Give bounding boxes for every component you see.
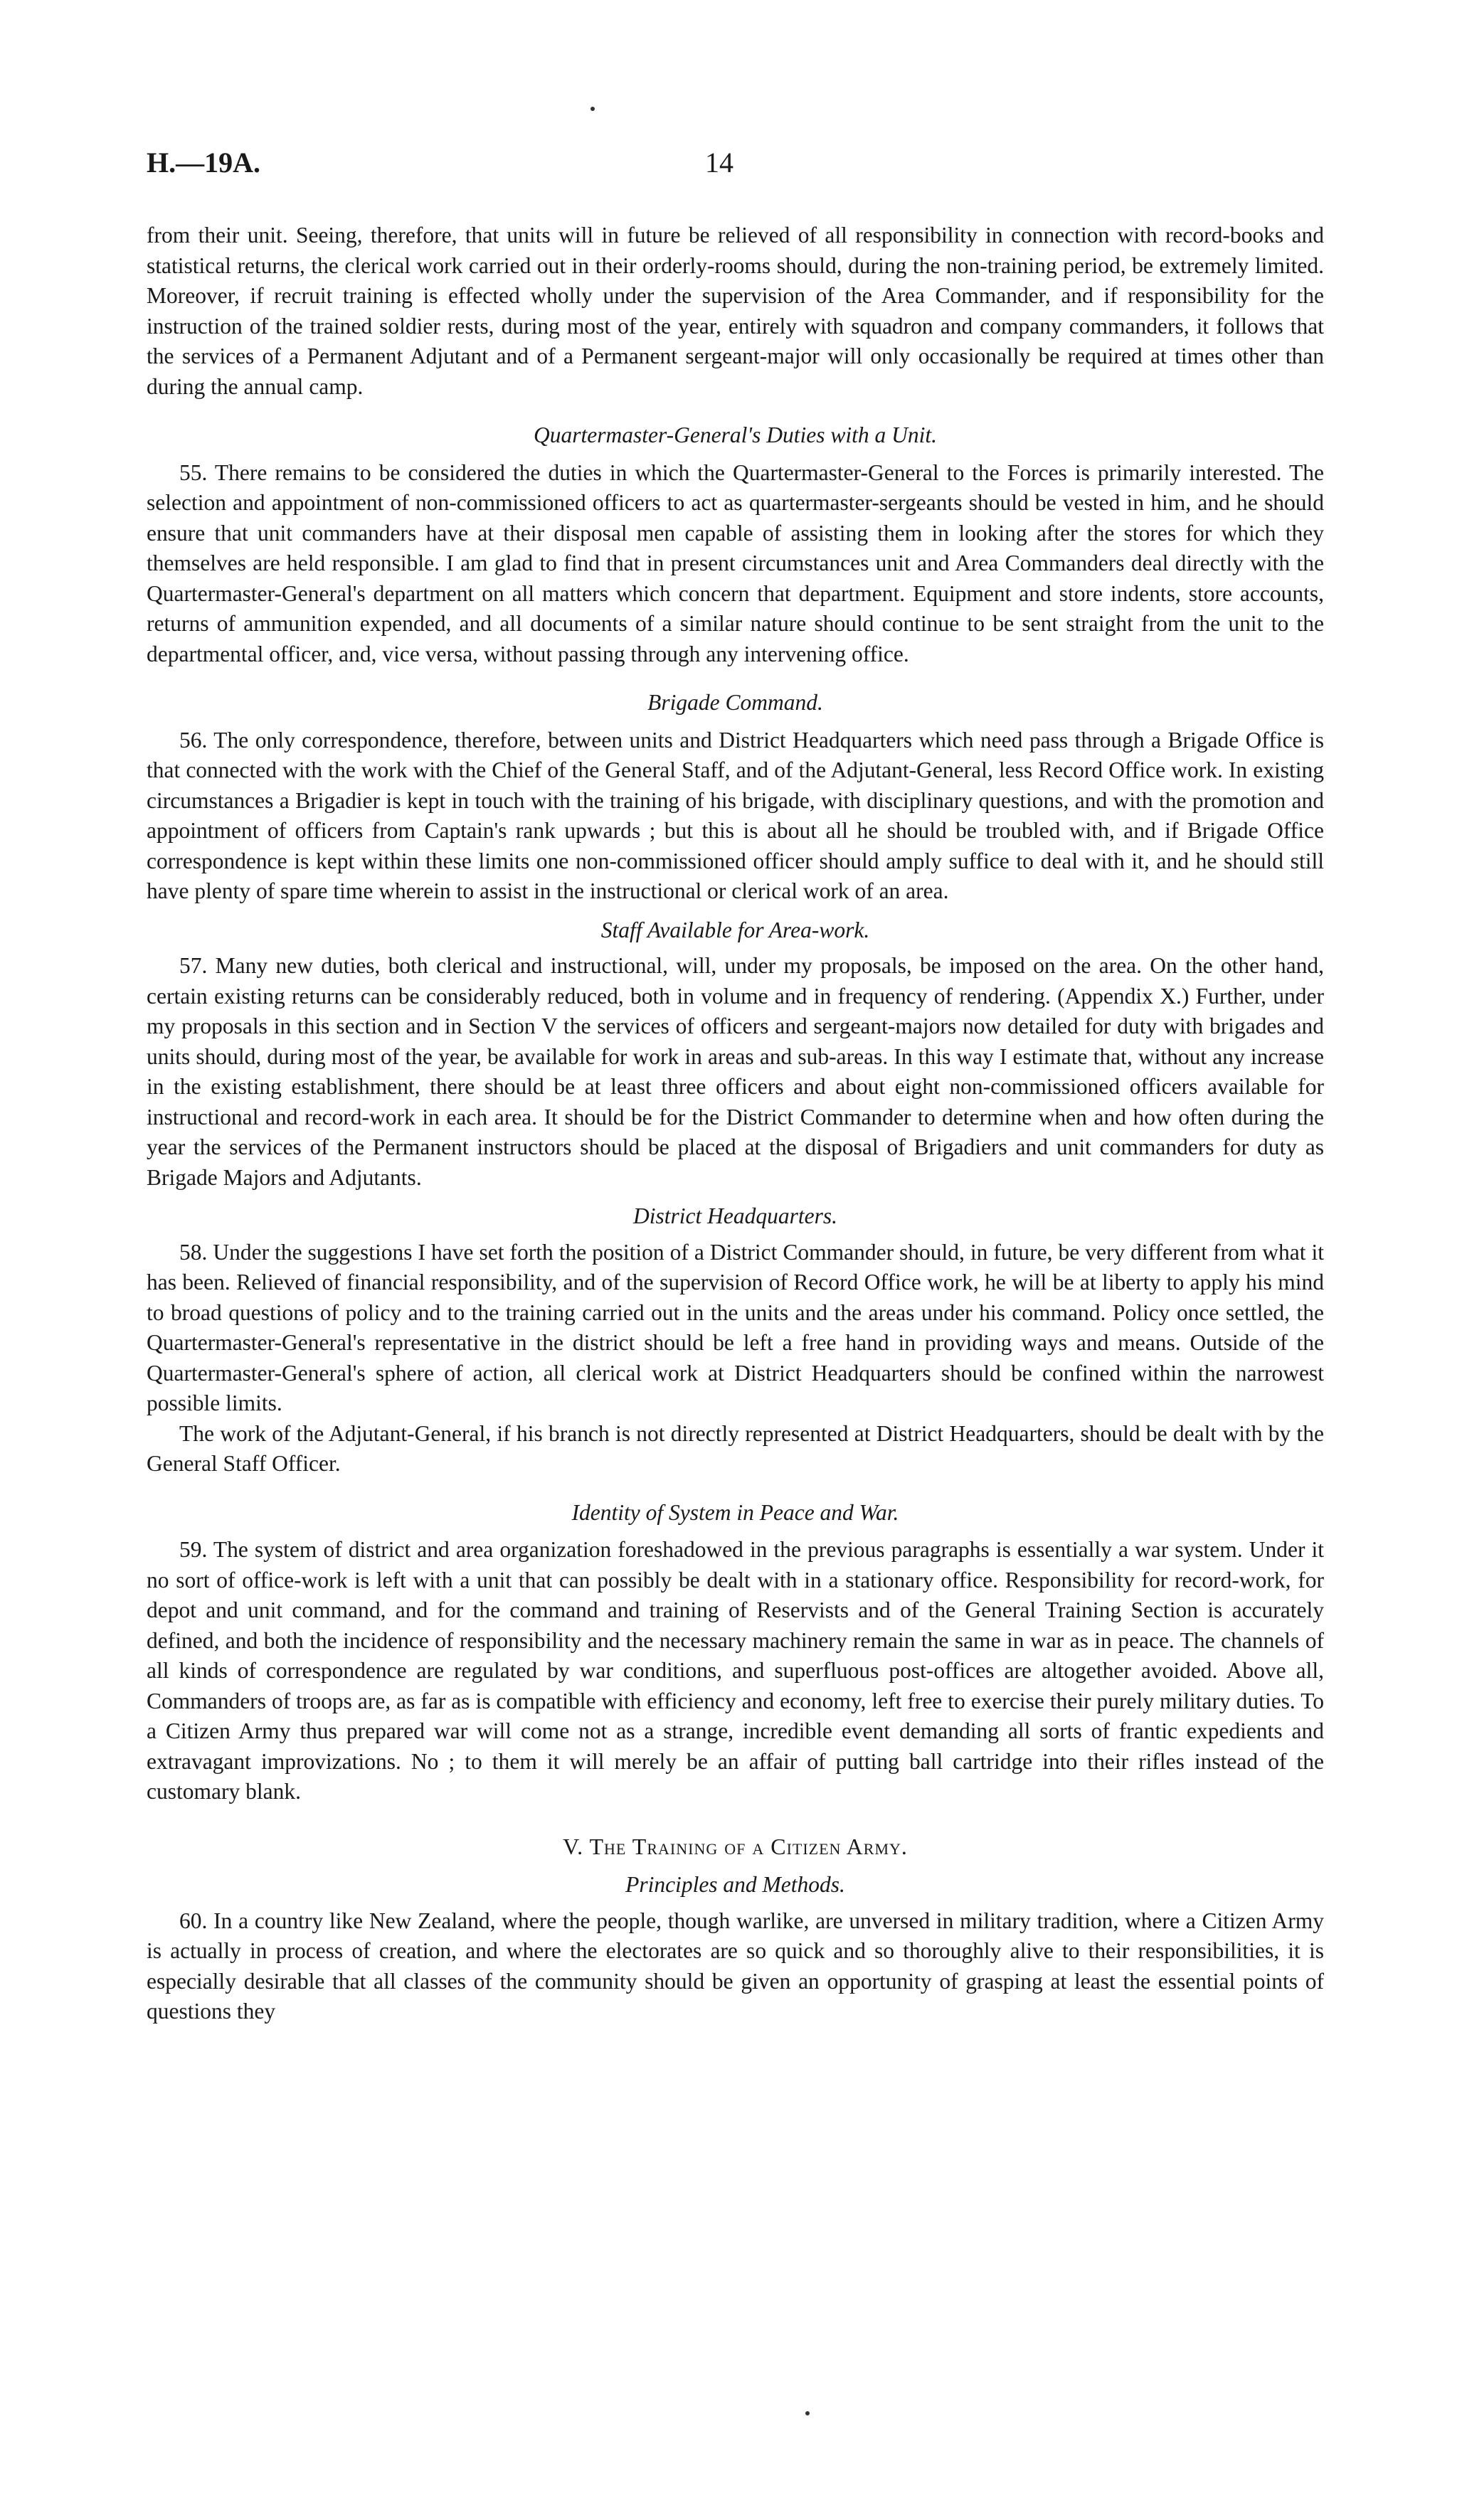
page-number: 14 bbox=[705, 147, 733, 179]
section-v-subheading: Principles and Methods. bbox=[625, 1872, 845, 1897]
paragraph-60: 60. In a country like New Zealand, where the people, though warlike, are unversed in military tradition, where a Citizen Army is actually in process of creation, and where the electorates are so quick and so thoroughly alive to their responsibilities, it is especially desirable that all classes of the community should be given an opportunity of grasping at least the essential points of questions they bbox=[147, 1908, 1324, 2024]
section-heading: Identity of System in Peace and War. bbox=[571, 1499, 899, 1525]
section-heading: Staff Available for Area-work. bbox=[600, 917, 870, 942]
section-heading: District Headquarters. bbox=[633, 1203, 837, 1228]
paragraph-55: 55. There remains to be considered the duties in which the Quartermaster-General to the Forces is primarily interested. The selection and appointment of non-commissioned officers to act as quartermaster-sergeants should be vested in him, and he should ensure that unit commanders have at their disposal men capable of assisting them in looking after the stores for which they themselves are held responsible. I am glad to find that in present circumstances unit and Area Commanders deal directly with the Quartermaster-General's department on all matters which concern that department. Equipment and store indents, store accounts, returns of ammunition expended, and all documents of a similar nature should continue to be sent straight from the unit to the departmental officer, and, vice versa, without passing through any intervening office. bbox=[147, 459, 1324, 666]
paragraph-58: 58. Under the suggestions I have set forth the position of a District Commander should, in future, be very different from what it has been. Relieved of financial responsibility, and of the supervision of Record Office work, he will be at liberty to apply his mind to broad questions of policy and to the training carried out in the units and the areas under his command. Policy once settled, the Quartermaster-General's representative in the district should be left a free hand in providing ways and means. Outside of the Quartermaster-General's sphere of action, all clerical work at District Headquarters should be confined within the narrowest possible limits. bbox=[147, 1239, 1324, 1415]
speck-mark bbox=[590, 107, 595, 111]
speck-mark bbox=[805, 2411, 810, 2415]
document-code: H.—19A. bbox=[147, 147, 260, 179]
paragraph-57: 57. Many new duties, both clerical and instructional, will, under my proposals, be imposed on the area. On the other hand, certain existing returns can be considerably reduced, both in volume and in frequency of rendering. (Appendix X.) Further, under my proposals in this section and in Section V the services of officers and sergeant-majors now detailed for duty with brigades and units should, during most of the year, be available for work in areas and sub-areas. In this way I estimate that, without any increase in the existing establishment, there should be at least three officers and about eight non-commissioned officers available for instructional and record-work in each area. It should be for the District Commander to determine when and how often during the year the services of the Permanent instructors should be placed at the disposal of Brigadiers and unit commanders for duty as Brigade Majors and Adjutants. bbox=[147, 953, 1324, 1190]
paragraph-58-cont: The work of the Adjutant-General, if his branch is not directly represented at District Headquarters, should be dealt with by the General Staff Officer. bbox=[147, 1420, 1324, 1476]
section-heading: Quartermaster-General's Duties with a Unit. bbox=[534, 422, 937, 447]
paragraph: from their unit. Seeing, therefore, that units will in future be relieved of all responsibility in connection with record-books and statistical returns, the clerical work carried out in their orderly-rooms should, during the non-training period, be extremely limited. Moreover, if recruit training is effected wholly under the supervision of the Area Commander, and if responsibility for the instruction of the trained soldier rests, during most of the year, entirely with squadron and company commanders, it follows that the services of a Permanent Adjutant and of a Permanent sergeant-major will only occasionally be required at times other than during the annual camp. bbox=[147, 223, 1324, 399]
paragraph-56: 56. The only correspondence, therefore, between units and District Headquarters which need pass through a Brigade Office is that connected with the work with the Chief of the General Staff, and of the Adjutant-General, less Record Office work. In existing circumstances a Brigadier is kept in touch with the training of his brigade, with disciplinary questions, and with the promotion and appointment of officers from Captain's rank upwards ; but this is about all he should be troubled with, and if Brigade Office correspondence is kept within these limits one non-commissioned officer should amply suffice to deal with it, and he should still have plenty of spare time wherein to assist in the instructional or clerical work of an area. bbox=[147, 727, 1324, 903]
body-text bbox=[147, 220, 1324, 2027]
page-header bbox=[147, 146, 1330, 188]
paragraph-59: 59. The system of district and area organization foreshadowed in the previous paragraphs is essentially a war system. Under it no sort of office-work is left with a unit that can possibly be dealt with in a stationary office. Responsibility for record-work, for depot and unit command, and for the command and training of Reservists and of the General Training Section is accurately defined, and both the incidence of responsibility and the necessary machinery remain the same in war as in peace. The channels of all kinds of correspondence are regulated by war conditions, and superfluous post-offices are altogether avoided. Above all, Commanders of troops are, as far as is compatible with efficiency and economy, left free to exercise their purely military duties. To a Citizen Army thus prepared war will come not as a strange, incredible event demanding all sorts of frantic expedients and extravagant improvizations. No ; to them it will merely be an affair of putting ball cartridge into their rifles instead of the customary blank. bbox=[147, 1537, 1324, 1804]
section-v-title: V. The Training of a Citizen Army. bbox=[563, 1833, 908, 1859]
section-heading: Brigade Command. bbox=[647, 690, 823, 715]
